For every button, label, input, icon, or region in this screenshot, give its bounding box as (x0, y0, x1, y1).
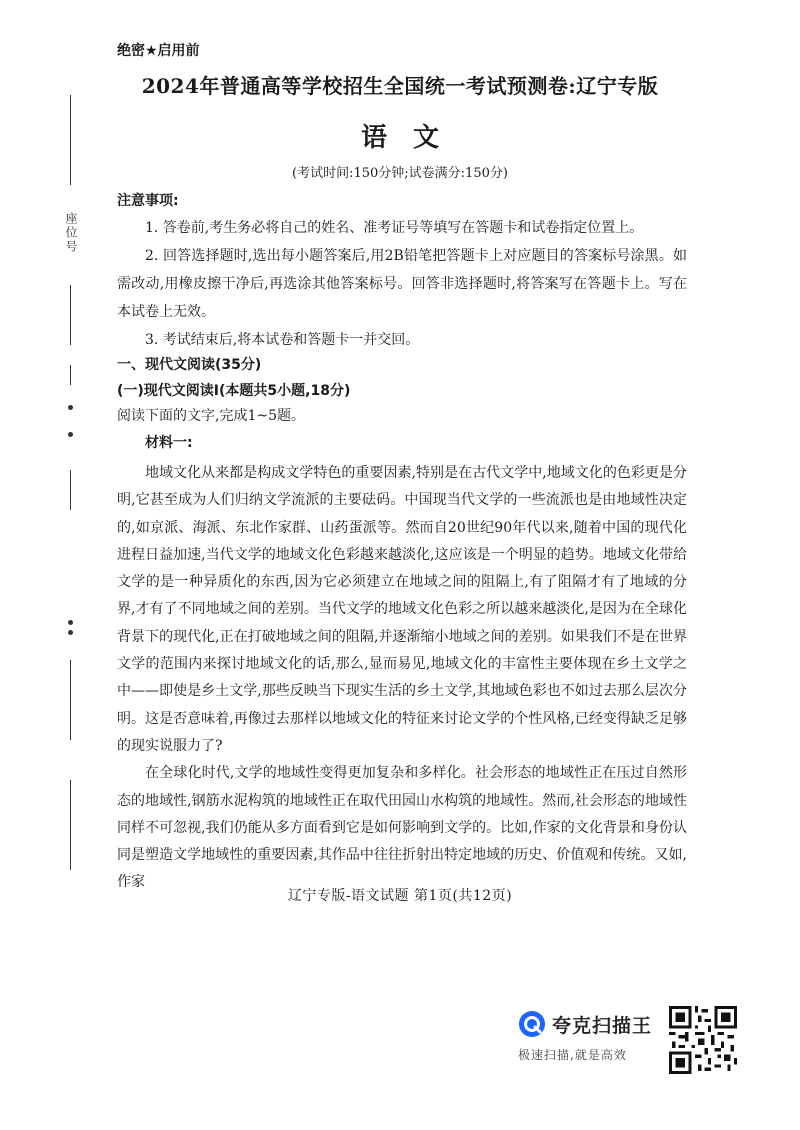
subsection-title: (一)现代文阅读Ⅰ(本题共5小题,18分) (117, 383, 351, 399)
seat-number-label: 座位号 (64, 212, 78, 254)
notes-title: 注意事项: (117, 193, 179, 209)
exam-time-score: (考试时间:150分钟;试卷满分:150分) (292, 166, 508, 181)
scanner-slogan: 极速扫描,就是高效 (518, 1048, 627, 1062)
margin-line (70, 660, 71, 740)
qr-code-icon (669, 1006, 737, 1074)
margin-line (70, 470, 71, 510)
margin-line (70, 780, 71, 870)
passage-paragraph: 地域文化从来都是构成文学特色的重要因素,特别是在古代文学中,地域文化的色彩更是分明,它甚至成为人们归纳文学流派的主要砝码。中国现当代文学的一些流派也是由地域性决定的,如京派、海派、东北作家群、山药蛋派等。然而自20世纪90年代以来,随着中国的现代化进程日益加速,当代文学的地域文化色彩越来越淡化,这应该是一个明显的趋势。地域文化带给文学的是一种异质化的东西,因为它必须建立在地域之间的阻隔上,有了阻隔才有了地域的分界,才有了不同地域之间的差别。当代文学的地域文化色彩之所以越来越淡化,是因为在全球化背景下的现代化,正在打破地域之间的阻隔,并逐渐缩小地域之间的差别。如果我们不是在世界文学的范围内来探讨地域文化的话,那么,显而易见,地域文化的丰富性主要体现在乡土文学之中——即使是乡土文学,那些反映当下现实生活的乡土文学,其地域色彩也不如过去那么层次分明。这是否意味着,再像过去那样以地域文化的特征来讨论文学的个性风格,已经变得缺乏足够的现实说服力了? (117, 465, 687, 754)
margin-mark (68, 620, 73, 625)
scanner-watermark (518, 1010, 668, 1063)
margin-mark (68, 630, 73, 635)
margin-line (70, 365, 71, 385)
note-item: 1. 答卷前,考生务必将自己的姓名、准考证号等填写在答题卡和试卷指定位置上。 (145, 220, 644, 236)
reading-instruction: 阅读下面的文字,完成1~5题。 (117, 408, 305, 424)
margin-mark (68, 405, 73, 410)
quark-logo-icon (518, 1010, 546, 1038)
material-label: 材料一: (145, 435, 193, 451)
reading-passage (117, 460, 687, 897)
scanner-app-name: 夸克扫描王 (552, 1014, 653, 1037)
notes-list (117, 214, 687, 354)
page-footer: 辽宁专版-语文试题 第1页(共12页) (287, 888, 513, 904)
confidential-mark: 绝密★启用前 (117, 43, 200, 59)
note-item: 3. 考试结束后,将本试卷和答题卡一并交回。 (145, 332, 420, 348)
note-item: 2. 回答选择题时,选出每小题答案后,用2B铅笔把答题卡上对应题目的答案标号涂黑。如需改动,用橡皮擦干净后,再选涂其他答案标号。回答非选择题时,将答案写在答题卡上。写在本试卷上无效。 (117, 248, 687, 320)
subject-title: 语文 (360, 123, 465, 153)
margin-line (70, 285, 71, 345)
exam-title: 2024年普通高等学校招生全国统一考试预测卷:辽宁专版 (141, 74, 659, 98)
section-title: 一、现代文阅读(35分) (117, 357, 262, 373)
passage-paragraph: 在全球化时代,文学的地域性变得更加复杂和多样化。社会形态的地域性正在压过自然形态的地域性,钢筋水泥构筑的地域性正在取代田园山水构筑的地域性。然而,社会形态的地域性同样不可忽视,我们仍能从多方面看到它是如何影响到文学的。比如,作家的文化背景和身份认同是塑造文学地域性的重要因素,其作品中往往折射出特定地域的历史、价值观和传统。又如,作家 (117, 765, 687, 891)
margin-mark (68, 432, 73, 437)
